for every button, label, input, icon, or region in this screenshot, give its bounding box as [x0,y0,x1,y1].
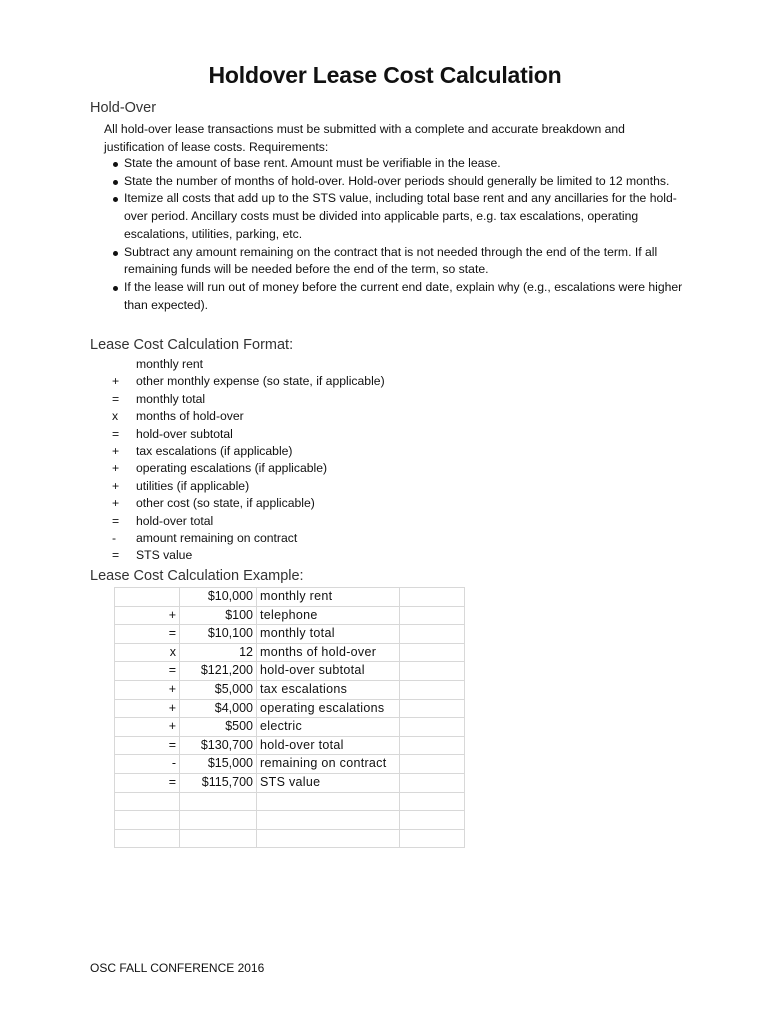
holdover-heading: Hold-Over [90,100,157,116]
requirement-item: State the amount of base rent. Amount must be verifiable in the lease. [104,155,684,173]
amount-cell: $10,000 [180,588,257,607]
example-table [114,587,465,848]
empty-cell [400,680,465,699]
operator-cell: x [115,643,180,662]
label-cell [257,829,400,848]
format-operator: = [112,513,120,528]
amount-cell: $15,000 [180,755,257,774]
label-cell [257,792,400,811]
format-line [108,443,385,460]
operator-cell [115,792,180,811]
format-operator: + [112,374,120,389]
table-row [115,643,465,662]
operator-cell [115,588,180,607]
amount-cell: $4,000 [180,699,257,718]
operator-cell: = [115,625,180,644]
table-row [115,755,465,774]
empty-cell [400,588,465,607]
holdover-intro: All hold-over lease transactions must be submitted with a complete and accurate breakdown and justification of lease costs. Requirements: [104,122,625,154]
table-row [115,625,465,644]
amount-cell [180,811,257,830]
empty-cell [400,792,465,811]
format-operator: + [112,496,120,511]
requirement-item: State the number of months of hold-over. Hold-over periods should generally be limited to 12 months. [104,173,684,191]
table-row [115,736,465,755]
table-row [115,680,465,699]
format-operator: + [112,461,120,476]
requirement-item: Subtract any amount remaining on the contract that is not needed through the end of the term. If all remaining funds will be needed before the end of the term, so state. [104,244,684,279]
empty-cell [400,773,465,792]
operator-cell [115,829,180,848]
table-row [115,811,465,830]
operator-cell: + [115,699,180,718]
format-operator: - [112,531,117,546]
format-line [108,460,385,477]
label-cell [257,811,400,830]
format-text: amount remaining on contract [136,531,298,546]
table-row [115,718,465,737]
table-row [115,588,465,607]
format-line [108,391,385,408]
operator-cell: = [115,736,180,755]
format-operator [108,356,136,373]
page-title: Holdover Lease Cost Calculation [208,62,562,88]
label-cell: monthly rent [257,588,400,607]
requirements-list [104,155,684,314]
empty-cell [400,625,465,644]
format-list [108,356,385,565]
operator-cell: + [115,606,180,625]
format-text: operating escalations (if applicable) [136,461,328,476]
label-cell: tax escalations [257,680,400,699]
label-cell: months of hold-over [257,643,400,662]
format-line [108,426,385,443]
format-text: tax escalations (if applicable) [136,444,293,459]
format-operator: = [112,426,120,441]
amount-cell: $115,700 [180,773,257,792]
empty-cell [400,699,465,718]
format-text: monthly total [136,391,206,406]
format-text: STS value [136,548,193,563]
format-heading: Lease Cost Calculation Format: [90,337,294,353]
label-cell: hold-over total [257,736,400,755]
format-line [108,513,385,530]
label-cell: electric [257,718,400,737]
amount-cell [180,792,257,811]
format-line [108,547,385,564]
requirement-item: Itemize all costs that add up to the STS value, including total base rent and any ancillaries for the hold-over period. Ancillary costs must be divided into applicable parts, e.g. tax escalations, operating escalations, utilities, parking, etc. [104,190,684,243]
format-line [108,530,385,547]
amount-cell: $10,100 [180,625,257,644]
table-row [115,773,465,792]
example-heading: Lease Cost Calculation Example: [90,568,304,584]
format-operator: + [112,444,120,459]
amount-cell: $100 [180,606,257,625]
amount-cell: $130,700 [180,736,257,755]
empty-cell [400,811,465,830]
format-line [108,373,385,390]
operator-cell: = [115,662,180,681]
label-cell: STS value [257,773,400,792]
format-line [108,408,385,425]
amount-cell [180,829,257,848]
format-line [108,356,385,373]
empty-cell [400,718,465,737]
operator-cell: = [115,773,180,792]
format-operator: x [112,409,119,424]
label-cell: hold-over subtotal [257,662,400,681]
empty-cell [400,829,465,848]
format-text: other monthly expense (so state, if applicable) [136,374,385,389]
label-cell: operating escalations [257,699,400,718]
format-text: utilities (if applicable) [136,478,250,493]
operator-cell: + [115,680,180,699]
table-row [115,699,465,718]
empty-cell [400,643,465,662]
format-operator: = [112,548,120,563]
empty-cell [400,662,465,681]
empty-cell [400,606,465,625]
empty-cell [400,736,465,755]
table-row [115,606,465,625]
format-line [108,478,385,495]
empty-cell [400,755,465,774]
format-text: months of hold-over [136,409,244,424]
format-text: hold-over subtotal [136,426,233,441]
operator-cell: + [115,718,180,737]
amount-cell: $500 [180,718,257,737]
amount-cell: 12 [180,643,257,662]
format-operator: + [112,478,120,493]
format-operator: = [112,391,120,406]
format-line [108,495,385,512]
operator-cell: - [115,755,180,774]
amount-cell: $5,000 [180,680,257,699]
table-row [115,829,465,848]
table-row [115,792,465,811]
format-text: monthly rent [136,357,204,371]
label-cell: telephone [257,606,400,625]
label-cell: monthly total [257,625,400,644]
page-footer: OSC FALL CONFERENCE 2016 [90,961,265,975]
format-text: other cost (so state, if applicable) [136,496,315,511]
operator-cell [115,811,180,830]
format-text: hold-over total [136,513,214,528]
label-cell: remaining on contract [257,755,400,774]
requirement-item: If the lease will run out of money before the current end date, explain why (e.g., escalations were higher than expected). [104,279,684,314]
amount-cell: $121,200 [180,662,257,681]
table-row [115,662,465,681]
